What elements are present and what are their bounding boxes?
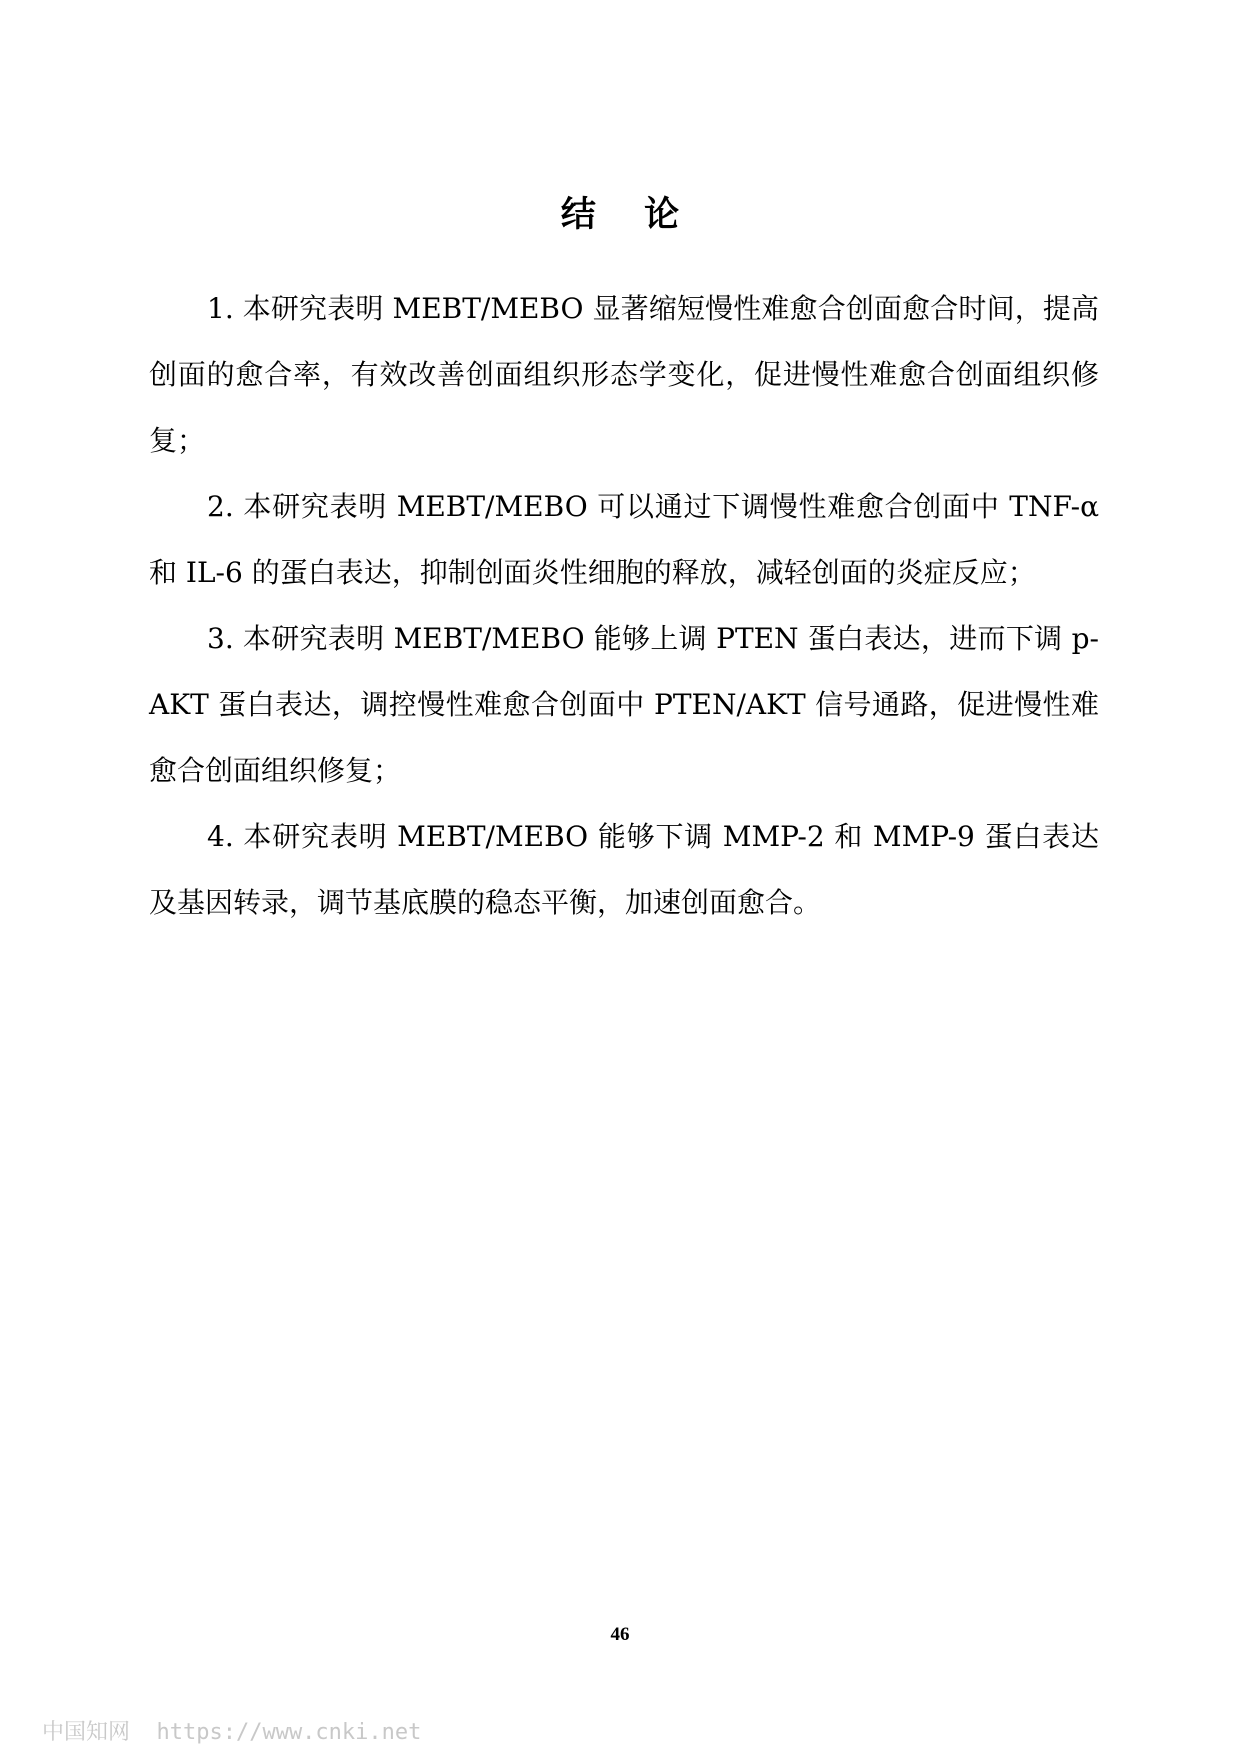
cnki-watermark: 中国知网 https://www.cnki.net [42, 1720, 422, 1745]
conclusion-item-1: 1. 本研究表明 MEBT/MEBO 显著缩短慢性难愈合创面愈合时间，提高创面的愈合率，有效改善创面组织形态学变化，促进慢性难愈合创面组织修复； [149, 292, 1099, 457]
conclusion-body [149, 276, 1099, 936]
conclusion-item-4: 4. 本研究表明 MEBT/MEBO 能够下调 MMP-2 和 MMP-9 蛋白表达及基因转录，调节基底膜的稳态平衡，加速创面愈合。 [149, 820, 1099, 919]
conclusion-item-3: 3. 本研究表明 MEBT/MEBO 能够上调 PTEN 蛋白表达，进而下调 p-AKT 蛋白表达，调控慢性难愈合创面中 PTEN/AKT 信号通路，促进慢性难愈合创面组织修复； [149, 622, 1099, 787]
conclusion-item-2: 2. 本研究表明 MEBT/MEBO 可以通过下调慢性难愈合创面中 TNF-α 和 IL-6 的蛋白表达，抑制创面炎性细胞的释放，减轻创面的炎症反应； [149, 490, 1099, 589]
page-number: 46 [610, 1624, 630, 1645]
section-title: 结 论 [560, 195, 698, 235]
